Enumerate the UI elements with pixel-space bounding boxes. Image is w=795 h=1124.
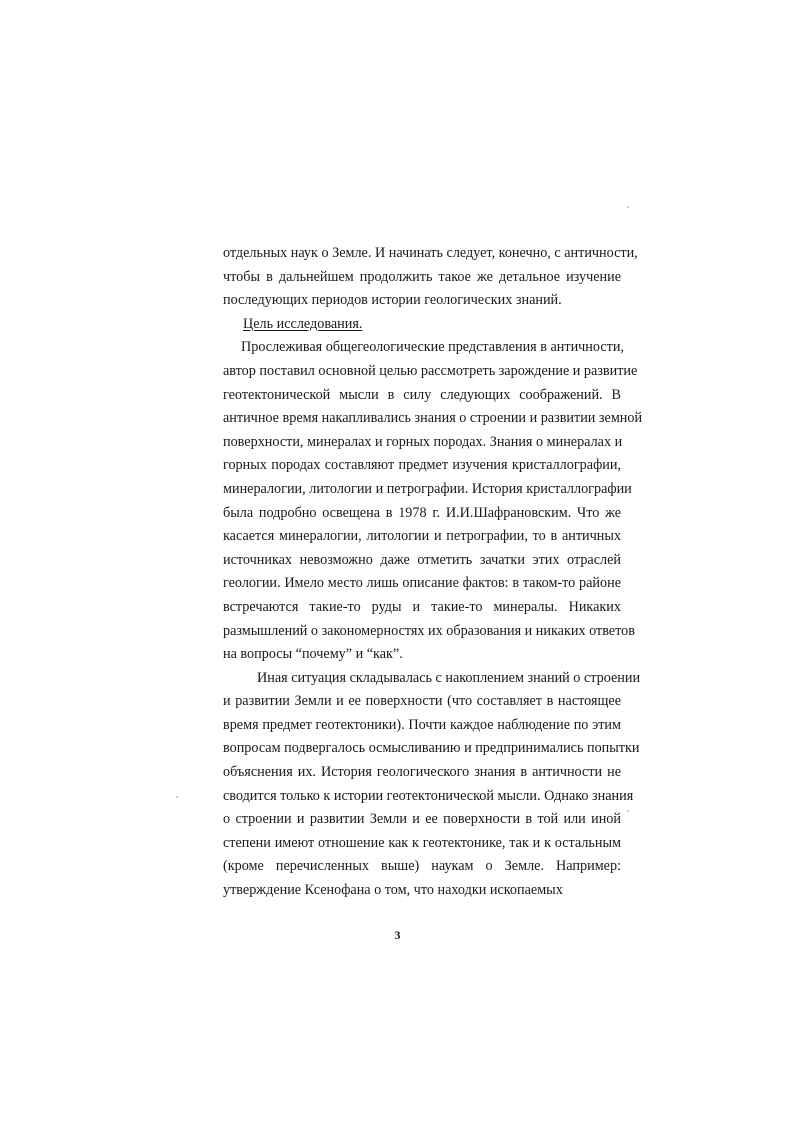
text-line: геотектонической мысли в силу следующих соображений. В <box>223 386 621 403</box>
text-line: встречаются такие-то руды и такие-то минералы. Никаких <box>223 598 621 615</box>
scan-speck <box>176 796 178 798</box>
text-line: и развитии Земли и ее поверхности (что составляет в настоящее <box>223 693 621 710</box>
text-line: Цель исследования. <box>243 315 363 332</box>
text-line: (кроме перечисленных выше) наукам о Земле. Например: <box>223 858 621 875</box>
text-line: геологии. Имело место лишь описание фактов: в таком-то районе <box>223 575 621 592</box>
text-line: касается минералогии, литологии и петрографии, то в античных <box>223 528 621 545</box>
text-line: размышлений о закономерностях их образования и никаких ответов <box>223 622 635 639</box>
text-line: о строении и развитии Земли и ее поверхности в той или иной <box>223 811 621 828</box>
text-line: объяснения их. История геологического знания в античности не <box>223 764 621 781</box>
paragraph <box>223 336 643 666</box>
page-number: 3 <box>394 928 401 942</box>
section-heading <box>223 313 621 337</box>
text-line: поверхности, минералах и горных породах. Знания о минералах и <box>223 433 623 450</box>
paragraph <box>223 667 641 903</box>
text-line: была подробно освещена в 1978 г. И.И.Шафрановским. Что же <box>223 504 621 521</box>
text-line: Иная ситуация складывалась с накоплением знаний о строении <box>257 669 641 686</box>
text-line: последующих периодов истории геологических знаний. <box>223 292 562 309</box>
text-line: минералогии, литологии и петрографии. История кристаллографии <box>223 480 632 497</box>
text-line: на вопросы “почему” и “как”. <box>223 646 403 663</box>
text-line: отдельных наук о Земле. И начинать следует, конечно, с античности, <box>223 245 638 261</box>
scan-speck <box>627 206 629 208</box>
body-text <box>223 242 643 903</box>
text-line: автор поставил основной целью рассмотреть зарождение и развитие <box>223 362 638 379</box>
text-line: вопросам подвергалось осмысливанию и предпринимались попытки <box>223 740 640 757</box>
scan-speck <box>627 810 629 812</box>
text-line: время предмет геотектоники). Почти каждое наблюдение по этим <box>223 716 621 733</box>
text-line: античное время накапливались знания о строении и развитии земной <box>223 410 643 427</box>
text-line: горных породах составляют предмет изучения кристаллографии, <box>223 457 621 474</box>
text-line: сводится только к истории геотектонической мысли. Однако знания <box>223 787 634 804</box>
text-line: утверждение Ксенофана о том, что находки ископаемых <box>223 882 563 899</box>
text-line: чтобы в дальнейшем продолжить такое же детальное изучение <box>223 268 621 285</box>
paragraph <box>223 242 638 313</box>
text-line: степени имеют отношение как к геотектонике, так и к остальным <box>223 834 621 851</box>
text-line: Прослеживая общегеологические представления в античности, <box>241 339 624 356</box>
text-line: источниках невозможно даже отметить зачатки этих отраслей <box>223 551 621 568</box>
